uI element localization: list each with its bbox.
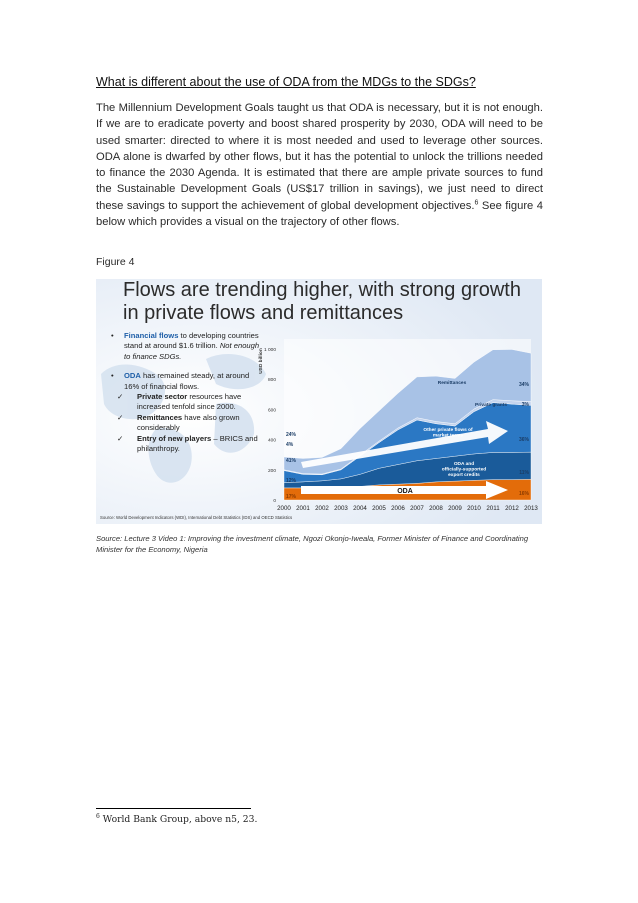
footnote-divider <box>96 808 251 809</box>
check2-text: have also grown considerably <box>137 412 240 433</box>
check1-bold: Private sector <box>137 392 188 402</box>
left-share-label: 4% <box>286 442 294 448</box>
area-chart <box>96 279 542 524</box>
slide-title-line1: Flows are trending higher, with strong growth <box>123 279 521 301</box>
footnote <box>96 814 257 825</box>
slide-title-line2: in private flows and remittances <box>123 302 404 324</box>
figure-caption: Source: Lecture 3 Video 1: Improving the investment climate, Ngozi Okonjo-Iweala, Former Minister of Finance and Coordinating Minister for the Economy, Nigeria <box>96 534 529 555</box>
x-tick-label: 2000 <box>277 505 291 512</box>
x-tick-label: 2002 <box>315 505 329 512</box>
right-share-label: 11% <box>519 470 529 476</box>
bullet1-italic: Not enough to finance SDGs. <box>124 341 260 361</box>
paragraph-text: The Millennium Development Goals taught us that ODA is necessary, but it is not enough. If we are to eradicate poverty and boost shared prosperity by 2030, ODA will need to be used smarter: directed to where it is most needed and used to leverage other sources. ODA alone is dwarfed by other flows, but it has the potential to unlock the trillions needed to finance the 2030 Agenda. It is estimated that there are ample private sources to fund the Sustainable Development Goals (US$17 trillion in savings), we just need to direct these savings to support the achievement of global development objectives. <box>96 102 543 212</box>
left-share-label: 17% <box>286 494 297 500</box>
oda-arrow-label: ODA <box>397 488 413 495</box>
y-axis-label: USD billion <box>259 348 264 374</box>
figure-label: Figure 4 <box>96 256 135 268</box>
footnote-number: 6 <box>96 812 100 820</box>
right-share-label: 34% <box>518 382 529 388</box>
left-share-label: 41% <box>286 458 297 464</box>
x-tick-label: 2009 <box>448 505 462 512</box>
x-tick-label: 2004 <box>353 505 367 512</box>
slide-source: Source: World Development Indicators (WDI), International Debt Statistics (IDS) and OECD Statistics <box>100 515 293 520</box>
y-tick-label: 600 <box>267 408 276 414</box>
bullet2-text: has remained steady, at around 16% of financial flows. <box>124 371 250 391</box>
right-share-label: 16% <box>518 491 529 497</box>
bullet1-bold: Financial flows <box>124 331 179 340</box>
y-tick-label: 400 <box>267 438 276 444</box>
x-tick-label: 2012 <box>505 505 519 512</box>
bullet-dot-icon: • <box>111 331 114 340</box>
bullet1-text: to developing countries stand at around $1.6 trillion. <box>124 331 259 351</box>
footnote-text: World Bank Group, above n5, 23. <box>99 814 258 825</box>
checkmark-icon: ✓ <box>117 412 124 422</box>
x-tick-label: 2013 <box>524 505 538 512</box>
x-tick-label: 2003 <box>334 505 348 512</box>
x-tick-label: 2010 <box>467 505 481 512</box>
left-share-label: 24% <box>286 432 297 438</box>
y-tick-label: 0 <box>273 499 276 504</box>
checkmark-icon: ✓ <box>117 392 124 402</box>
area-label: Private grants <box>475 403 507 408</box>
y-tick-label: 1 000 <box>263 348 276 353</box>
y-tick-label: 200 <box>267 468 276 474</box>
checkmark-icon: ✓ <box>117 433 124 443</box>
paragraph-tail: See figure 4 below which provides a visual on the trajectory of other flows. <box>96 199 543 229</box>
x-tick-label: 2001 <box>296 505 310 512</box>
left-share-label: 12% <box>286 478 297 484</box>
x-tick-label: 2006 <box>391 505 405 512</box>
x-tick-label: 2011 <box>486 505 500 512</box>
y-tick-label: 800 <box>267 378 276 384</box>
x-tick-label: 2008 <box>429 505 443 512</box>
section-heading: What is different about the use of ODA from the MDGs to the SDGs? <box>96 75 476 89</box>
right-share-label: 36% <box>518 437 529 443</box>
x-tick-label: 2007 <box>410 505 424 512</box>
check3-text: – BRICS and philanthropy. <box>137 433 258 454</box>
check3-bold: Entry of new players <box>137 433 212 443</box>
x-tick-label: 2005 <box>372 505 386 512</box>
check1-text: resources have increased tenfold since 2000. <box>137 392 242 412</box>
body-paragraph <box>96 100 543 230</box>
check2-bold: Remittances <box>137 412 183 422</box>
area-label: Other private flows of market terms <box>423 428 473 439</box>
bullet2-bold: ODA <box>124 371 141 381</box>
footnote-reference[interactable]: 6 <box>474 199 479 207</box>
area-label: ODA and officially-supported export credits <box>441 462 487 479</box>
bullet-dot-icon: • <box>111 371 114 381</box>
right-share-label: 3% <box>521 402 529 408</box>
figure-slide <box>96 279 542 524</box>
area-label: Remittances <box>437 381 467 386</box>
